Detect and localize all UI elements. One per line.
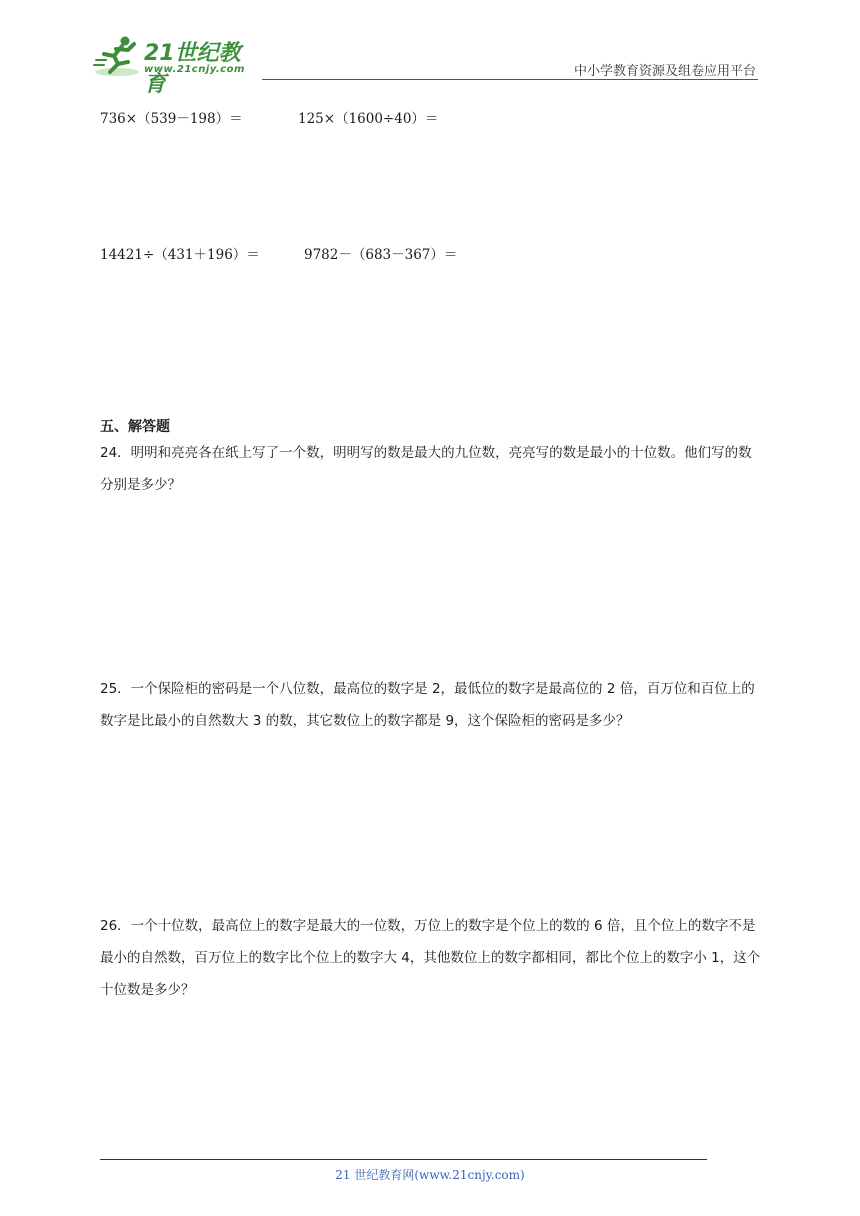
expression-2: 125×（1600÷40）＝	[298, 111, 439, 127]
expression-4: 9782－（683－367）＝	[304, 247, 458, 263]
runner-logo-icon	[92, 34, 142, 78]
expression-3: 14421÷（431＋196）＝	[100, 247, 260, 263]
question-25: 25．一个保险柜的密码是一个八位数，最高位的数字是 2，最低位的数字是最高位的 2 倍，百万位和百位上的数字是比最小的自然数大 3 的数，其它数位上的数字都是 9，这个保险柜的密码是多少？	[100, 681, 755, 729]
site-logo[interactable]	[92, 34, 262, 97]
expression-1: 736×（539－198）＝	[100, 111, 243, 127]
logo-text: 21世纪教育	[144, 41, 241, 97]
footer-divider	[100, 1159, 707, 1160]
platform-name: 中小学教育资源及组卷应用平台	[573, 64, 756, 79]
logo-url: www.21cnjy.com	[144, 64, 245, 75]
question-24: 24．明明和亮亮各在纸上写了一个数，明明写的数是最大的九位数，亮亮写的数是最小的十位数。他们写的数分别是多少？	[100, 445, 752, 493]
header-divider	[262, 79, 758, 80]
question-26: 26．一个十位数，最高位上的数字是最大的一位数，万位上的数字是个位上的数的 6 倍，且个位上的数字不是最小的自然数，百万位上的数字比个位上的数字大 4，其他数位上的数字都相同，都比个位上的数字小 1，这个十位数是多少？	[100, 918, 761, 998]
footer-text[interactable]: 21 世纪教育网(www.21cnjy.com)	[335, 1168, 525, 1182]
section-title: 五、解答题	[100, 419, 170, 435]
page-header	[0, 0, 860, 97]
